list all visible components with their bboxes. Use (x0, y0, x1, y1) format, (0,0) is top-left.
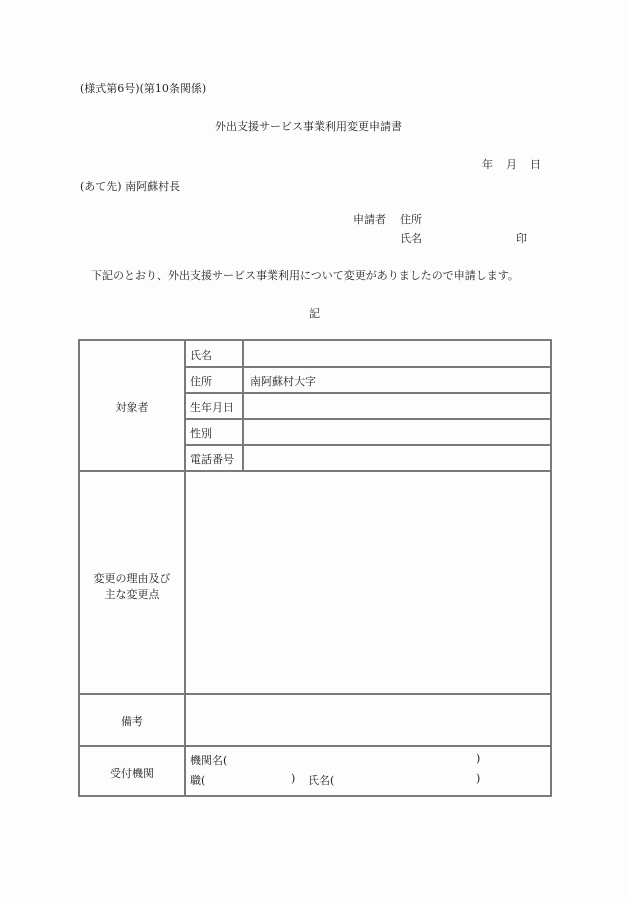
subject-label: 対象者 (115, 401, 149, 414)
subject-gender-field[interactable] (246, 425, 546, 443)
change-reason-field[interactable] (188, 475, 548, 689)
col-divider (184, 341, 186, 795)
position-label: 職( (190, 774, 206, 787)
subject-phone-field[interactable] (246, 451, 546, 469)
row-divider (184, 366, 550, 368)
change-reason-label-line2: 主な変更点 (104, 588, 160, 601)
row-divider (184, 444, 550, 446)
subject-address-field[interactable]: 南阿蘇村大字 (250, 375, 316, 388)
org-name-close: ) (476, 752, 481, 765)
subject-name-field[interactable] (246, 347, 546, 365)
subject-address-label: 住所 (190, 375, 212, 388)
date-day: 日 (530, 158, 541, 171)
reception-label: 受付機関 (110, 767, 154, 780)
subject-birthdate-field[interactable] (246, 399, 546, 417)
remarks-field[interactable] (188, 698, 548, 742)
row-divider (80, 745, 550, 747)
subject-phone-label: 電話番号 (190, 453, 234, 466)
remarks-label: 備考 (121, 715, 143, 728)
applicant-name-label: 氏名 (400, 232, 422, 245)
form-number: (様式第6号)(第10条関係) (80, 82, 207, 95)
row-divider (80, 470, 550, 472)
application-table (78, 339, 552, 797)
statement: 下記のとおり、外出支援サービス事業利用について変更がありましたので申請します。 (91, 269, 519, 282)
date-year: 年 (482, 158, 493, 171)
applicant-address-label: 住所 (400, 213, 422, 226)
row-divider (80, 693, 550, 695)
subject-gender-label: 性別 (190, 427, 212, 440)
staff-name-close: ) (476, 772, 481, 785)
staff-name-label: 氏名( (308, 774, 335, 787)
position-close: ) (291, 772, 296, 785)
subcol-divider (242, 341, 244, 472)
date-month: 月 (506, 158, 517, 171)
row-divider (184, 418, 550, 420)
ki-mark: 記 (309, 307, 320, 320)
row-divider (184, 392, 550, 394)
document-title: 外出支援サービス事業利用変更申請書 (215, 120, 402, 133)
subject-name-label: 氏名 (190, 349, 212, 362)
change-reason-label-line1: 変更の理由及び (93, 572, 171, 585)
addressee: (あて先) 南阿蘇村長 (80, 180, 181, 193)
applicant-label: 申請者 (353, 213, 386, 226)
seal-mark: 印 (516, 232, 527, 245)
org-name-label: 機関名( (190, 754, 228, 767)
subject-birthdate-label: 生年月日 (190, 401, 234, 414)
